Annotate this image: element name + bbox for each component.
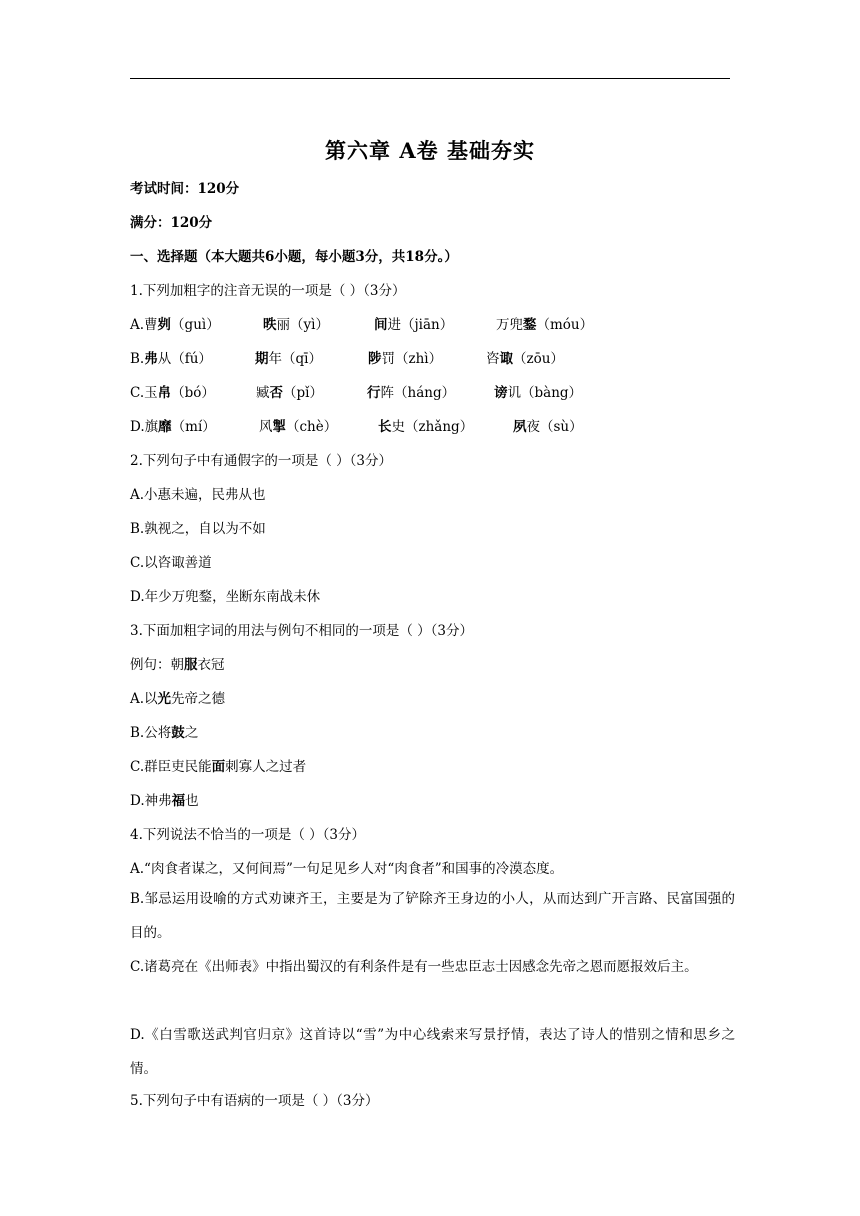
question-2-option-a: A.小惠未遍，民弗从也 [130, 487, 266, 503]
question-5-stem: 5.下列句子中有语病的一项是（ ）（3分） [130, 1093, 379, 1109]
full-score: 满分：120分 [130, 215, 213, 231]
question-1-option-a: A.曹刿（guì） 昳丽（yì） 间进（jiān） 万兜鍪（móu） [130, 317, 594, 333]
question-2-stem: 2.下列句子中有通假字的一项是（ ）（3分） [130, 453, 393, 469]
exam-time: 考试时间：120分 [130, 181, 240, 197]
question-4-option-c: C.诸葛亮在《出师表》中指出蜀汉的有利条件是有一些忠臣志士因感念先帝之恩而愿报效后主。 [130, 959, 698, 975]
question-4-option-b: B.邹忌运用设喻的方式劝谏齐王，主要是为了铲除齐王身边的小人，从而达到广开言路、民富国强的目的。 [130, 891, 735, 941]
question-1-option-d: D.旗靡（mí） 风掣（chè） 长史（zhǎng） 夙夜（sù） [130, 419, 583, 435]
question-3-option-a: A.以光先帝之德 [130, 691, 226, 707]
question-3-option-b: B.公将鼓之 [130, 725, 199, 741]
question-1-stem: 1.下列加粗字的注音无误的一项是（ ）（3分） [130, 283, 406, 299]
question-2-option-b: B.孰视之，自以为不如 [130, 521, 266, 537]
question-2-option-d: D.年少万兜鍪，坐断东南战未休 [130, 589, 321, 605]
question-2-option-c: C.以咨诹善道 [130, 555, 212, 571]
question-1-option-b: B.弗从（fú） 期年（qī） 陟罚（zhì） 咨诹（zōu） [130, 351, 564, 367]
question-3-option-d: D.神弗福也 [130, 793, 199, 809]
question-3-example: 例句：朝服衣冠 [130, 657, 225, 673]
section-heading: 一、选择题（本大题共6小题，每小题3分，共18分。） [130, 249, 458, 265]
question-4-option-d: D.《白雪歌送武判官归京》这首诗以“雪”为中心线索来写景抒情，表达了诗人的惜别之情和思乡之情。 [130, 1027, 735, 1077]
question-4-stem: 4.下列说法不恰当的一项是（ ）（3分） [130, 827, 366, 843]
question-1-option-c: C.玉帛（bó） 臧否（pǐ） 行阵（háng） 谤讥（bàng） [130, 385, 583, 401]
page-title: 第六章 A卷 基础夯实 [325, 138, 535, 163]
question-3-option-c: C.群臣吏民能面刺寡人之过者 [130, 759, 307, 775]
question-4-option-a: A.“肉食者谋之，又何间焉”一句足见乡人对“肉食者”和国事的冷漠态度。 [130, 861, 564, 877]
header-rule [130, 78, 730, 79]
question-3-stem: 3.下面加粗字词的用法与例句不相同的一项是（ ）（3分） [130, 623, 474, 639]
